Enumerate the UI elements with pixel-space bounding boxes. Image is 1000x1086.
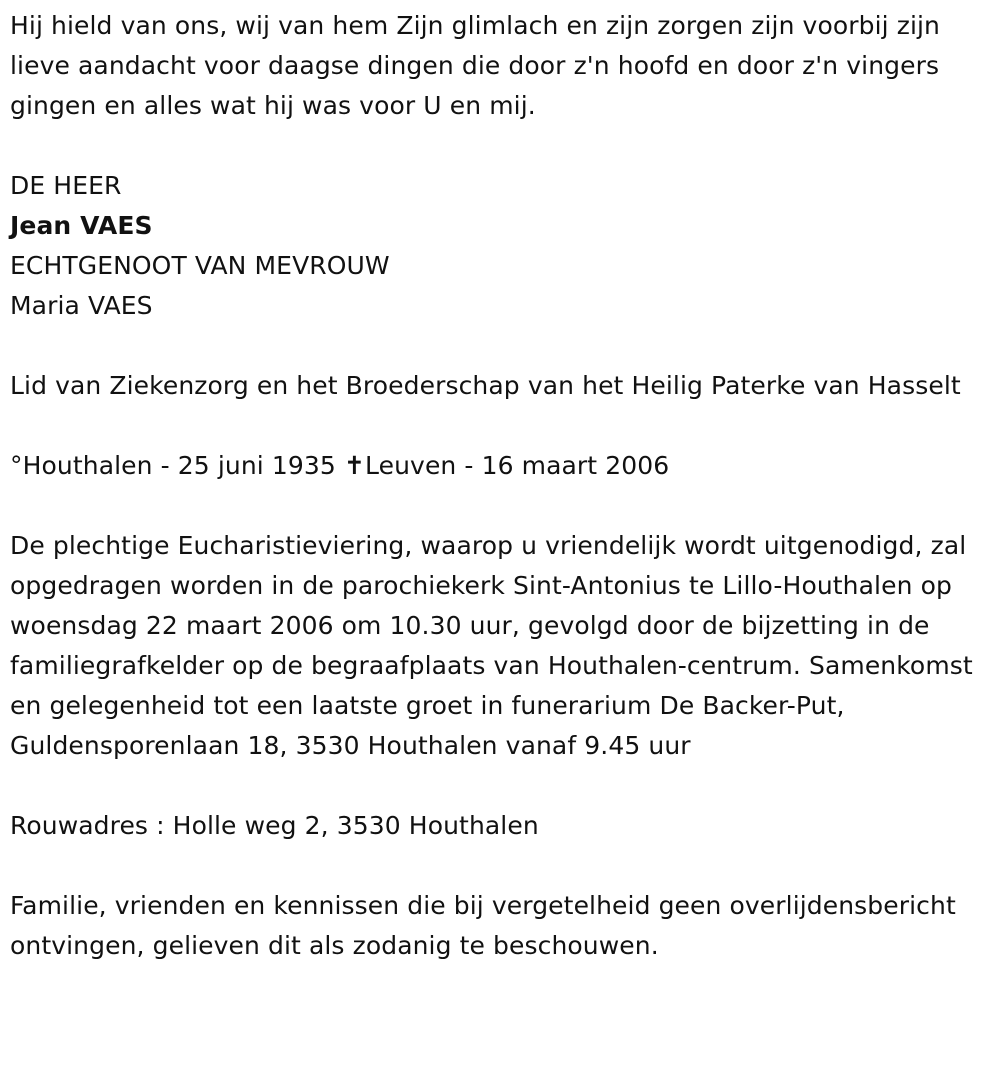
birth-symbol: ° bbox=[10, 451, 23, 480]
birth-text: Houthalen - 25 juni 1935 bbox=[22, 451, 344, 480]
spacer bbox=[10, 406, 995, 446]
poem-paragraph: Hij hield van ons, wij van hem Zijn glimlach en zijn zorgen zijn voorbij zijn lieve aandacht voor daagse dingen die door z'n hoofd en door z'n vingers gingen en alles wat hij was voor U en mij. bbox=[10, 11, 940, 120]
deceased-name: Jean VAES bbox=[10, 211, 153, 240]
ceremony-paragraph: De plechtige Eucharistieviering, waarop u vriendelijk wordt uitgenodigd, zal opgedragen worden in de parochiekerk Sint-Antonius te Lillo-Houthalen op woensdag 22 maart 2006 om 10.30 uur, gevolgd door de bijzetting in de familiegrafkelder op de begraafplaats van Houthalen-centrum. Samenkomst en gelegenheid tot een laatste groet in funerarium De Backer-Put, Guldensporenlaan 18, 3530 Houthalen vanaf 9.45 uur bbox=[10, 531, 973, 760]
death-text: Leuven - 16 maart 2006 bbox=[365, 451, 670, 480]
cross-icon: ✝ bbox=[343, 451, 366, 480]
spouse-name: Maria VAES bbox=[10, 291, 153, 320]
spacer bbox=[10, 326, 995, 366]
spacer bbox=[10, 126, 995, 166]
spacer bbox=[10, 766, 995, 806]
spouse-label: ECHTGENOOT VAN MEVROUW bbox=[10, 251, 390, 280]
closing-paragraph: Familie, vrienden en kennissen die bij vergetelheid geen overlijdensbericht ontvingen, gelieven dit als zodanig te beschouwen. bbox=[10, 891, 956, 960]
obituary-text bbox=[10, 6, 995, 966]
address-line: Rouwadres : Holle weg 2, 3530 Houthalen bbox=[10, 811, 539, 840]
spacer bbox=[10, 486, 995, 526]
membership-paragraph: Lid van Ziekenzorg en het Broederschap van het Heilig Paterke van Hasselt bbox=[10, 371, 961, 400]
title-line: DE HEER bbox=[10, 171, 122, 200]
spacer bbox=[10, 846, 995, 886]
dates-line bbox=[10, 446, 995, 486]
